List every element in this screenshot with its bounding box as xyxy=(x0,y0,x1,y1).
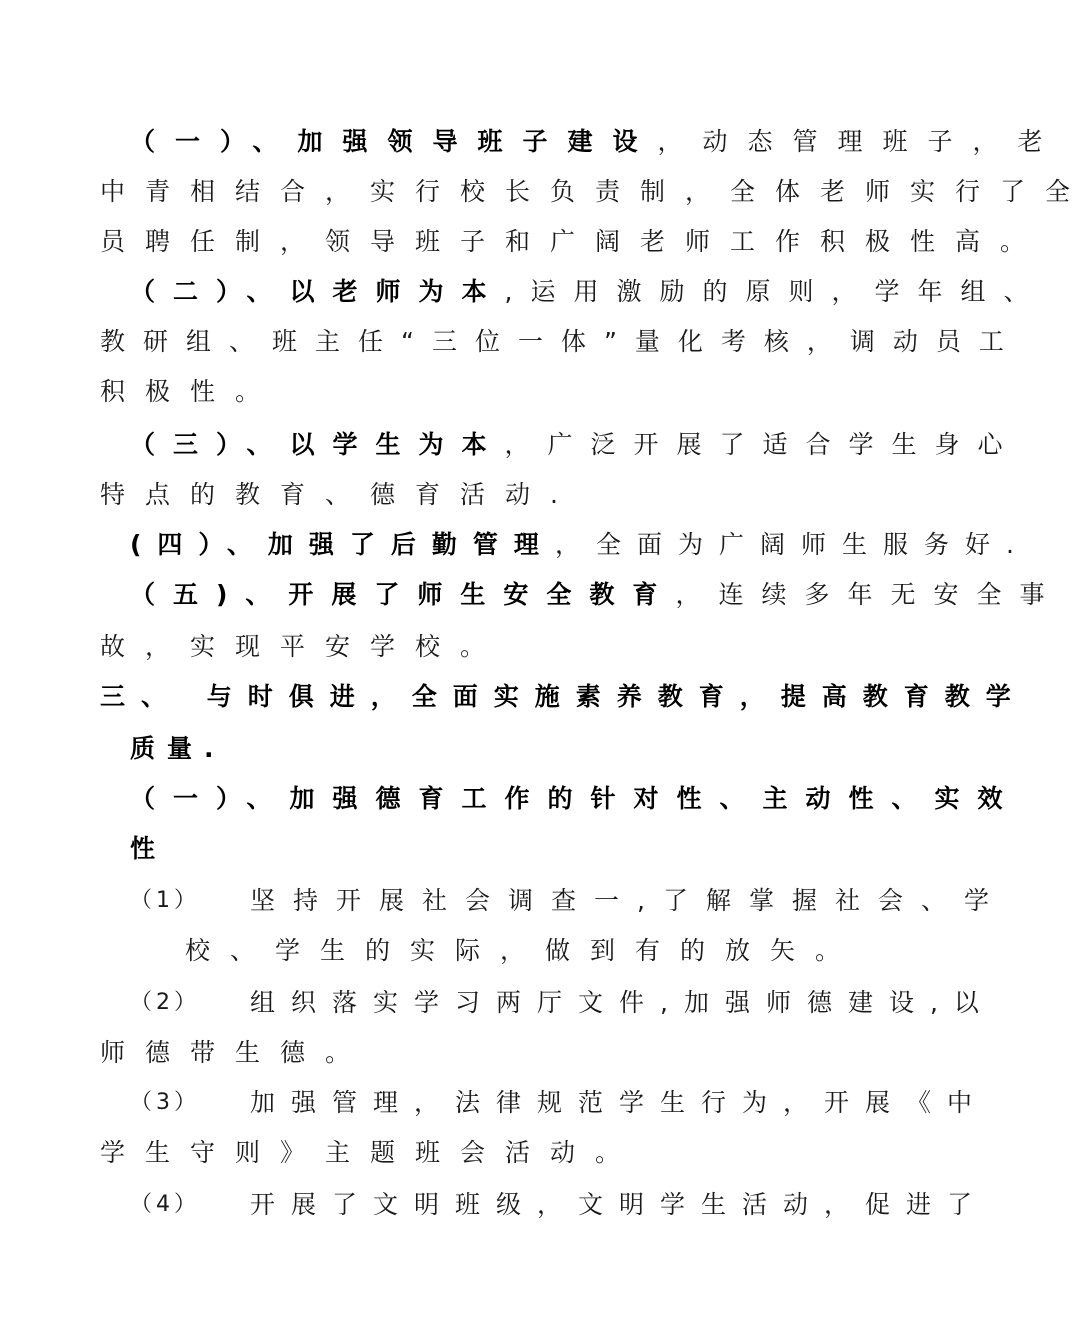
p3-line-2: 特点的教育、德育活动. xyxy=(100,480,578,509)
item-3-number: （3） xyxy=(130,1090,200,1115)
p4-heading: (四）、加强了后勤管理 xyxy=(130,530,555,559)
p2-line-2: 教研组、班主任“三位一体”量化考核，调动员工 xyxy=(100,327,1022,356)
p5-line-1-text: ，连续多年无安全事 xyxy=(675,580,1063,609)
item-1-number: （1） xyxy=(130,888,200,913)
item-3-line-2: 学生守则》主题班会活动。 xyxy=(100,1138,641,1167)
p2-line-1 xyxy=(130,277,1046,307)
p1-line-1 xyxy=(130,127,1063,157)
p2-heading: （二）、以老师为本 xyxy=(130,277,505,306)
item-4-line-1: 开展了文明班级，文明学生活动，促进了 xyxy=(250,1190,989,1219)
p1-heading: （一）、加强领导班子建设 xyxy=(130,127,658,156)
p4-line-1 xyxy=(130,530,1030,560)
p4-line-1-text: ，全面为广阔师生服务好. xyxy=(554,530,1030,559)
item-4-number: （4） xyxy=(130,1192,200,1217)
item-2-number: （2） xyxy=(130,990,200,1015)
item-1-line-2: 校、学生的实际，做到有的放矢。 xyxy=(185,936,861,965)
p2-line-3: 积极性。 xyxy=(100,377,281,406)
item-1-line-1: 坚持开展社会调查一,了解掌握社会、学 xyxy=(250,886,1007,915)
subsection-1-line-2: 性 xyxy=(130,834,176,863)
item-2-line-2: 师德带生德。 xyxy=(100,1038,371,1067)
p5-heading: （五)、开展了师生安全教育 xyxy=(130,580,676,609)
section-3-heading-line-1: 三、 与时俱进，全面实施素养教育，提高教育教学 xyxy=(100,682,1027,711)
item-2-line-1: 组织落实学习两厅文件,加强师德建设,以 xyxy=(250,988,995,1017)
p3-heading: （三）、以学生为本 xyxy=(130,430,505,459)
p3-line-1 xyxy=(130,430,1021,460)
p2-line-1-text: ,运用激励的原则，学年组、 xyxy=(504,277,1047,306)
p3-line-1-text: ，广泛开展了适合学生身心 xyxy=(504,430,1021,459)
subsection-1-line-1: （一）、加强德育工作的针对性、主动性、实效 xyxy=(130,784,1021,813)
item-3-line-1: 加强管理，法律规范学生行为，开展《中 xyxy=(250,1088,989,1117)
p5-line-2: 故，实现平安学校。 xyxy=(100,632,506,661)
p1-line-2: 中青相结合，实行校长负责制，全体老师实行了全 xyxy=(100,177,1090,206)
p1-line-3: 员聘任制，领导班子和广阔老师工作积极性高。 xyxy=(100,227,1046,256)
section-3-heading-line-2: 质量. xyxy=(130,734,226,763)
p5-line-1 xyxy=(130,580,1062,610)
p1-line-1-text: ，动态管理班子，老 xyxy=(657,127,1063,156)
